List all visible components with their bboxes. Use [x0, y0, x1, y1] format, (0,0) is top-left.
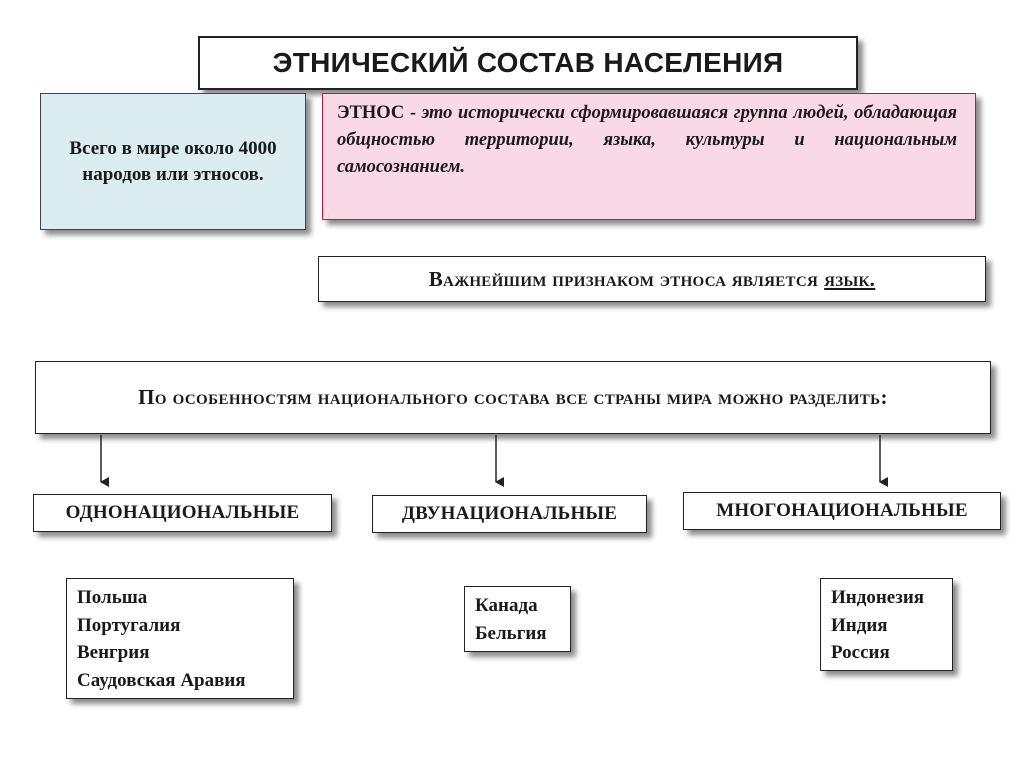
list-item: Канада	[475, 595, 538, 616]
slide-title-text: ЭТНИЧЕСКИЙ СОСТАВ НАСЕЛЕНИЯ	[272, 47, 784, 78]
list-item: Россия	[831, 642, 890, 664]
list-item: Венгрия	[77, 642, 150, 664]
category-binational-label: ДВУНАЦИОНАЛЬНЫЕ	[401, 503, 618, 524]
category-multinational-label: МНОГОНАЦИОНАЛЬНЫЕ	[716, 500, 968, 521]
category-multinational	[683, 492, 1001, 530]
list-item: Португалия	[77, 614, 181, 636]
classification-text: По особенностям национального состава все страны мира можно разделить:	[138, 384, 888, 409]
multinational-countries-list	[820, 578, 953, 671]
peoples-count-text: Всего в мире около 4000 народов или этносов.	[69, 137, 277, 185]
mononational-countries-list	[66, 578, 294, 699]
category-mononational	[33, 494, 332, 532]
definition-text: это исторически сформировавшаяся группа людей, обладающая общностью территории, языка, культуры и национальным самосознанием.	[337, 103, 957, 177]
list-item: Бельгия	[475, 622, 547, 644]
list-item: Польша	[77, 587, 148, 608]
list-item: Саудовская Аравия	[77, 669, 246, 691]
list-item: Индия	[831, 614, 888, 636]
definition-term: ЭТНОС -	[337, 103, 416, 123]
list-item: Индонезия	[831, 587, 925, 608]
binational-countries-list	[464, 586, 571, 652]
category-mononational-label: ОДНОНАЦИОНАЛЬНЫЕ	[65, 502, 300, 523]
main-sign-text: Важнейшим признаком этноса является	[428, 266, 819, 291]
category-binational	[372, 495, 647, 533]
main-sign-highlight: язык.	[824, 266, 876, 291]
